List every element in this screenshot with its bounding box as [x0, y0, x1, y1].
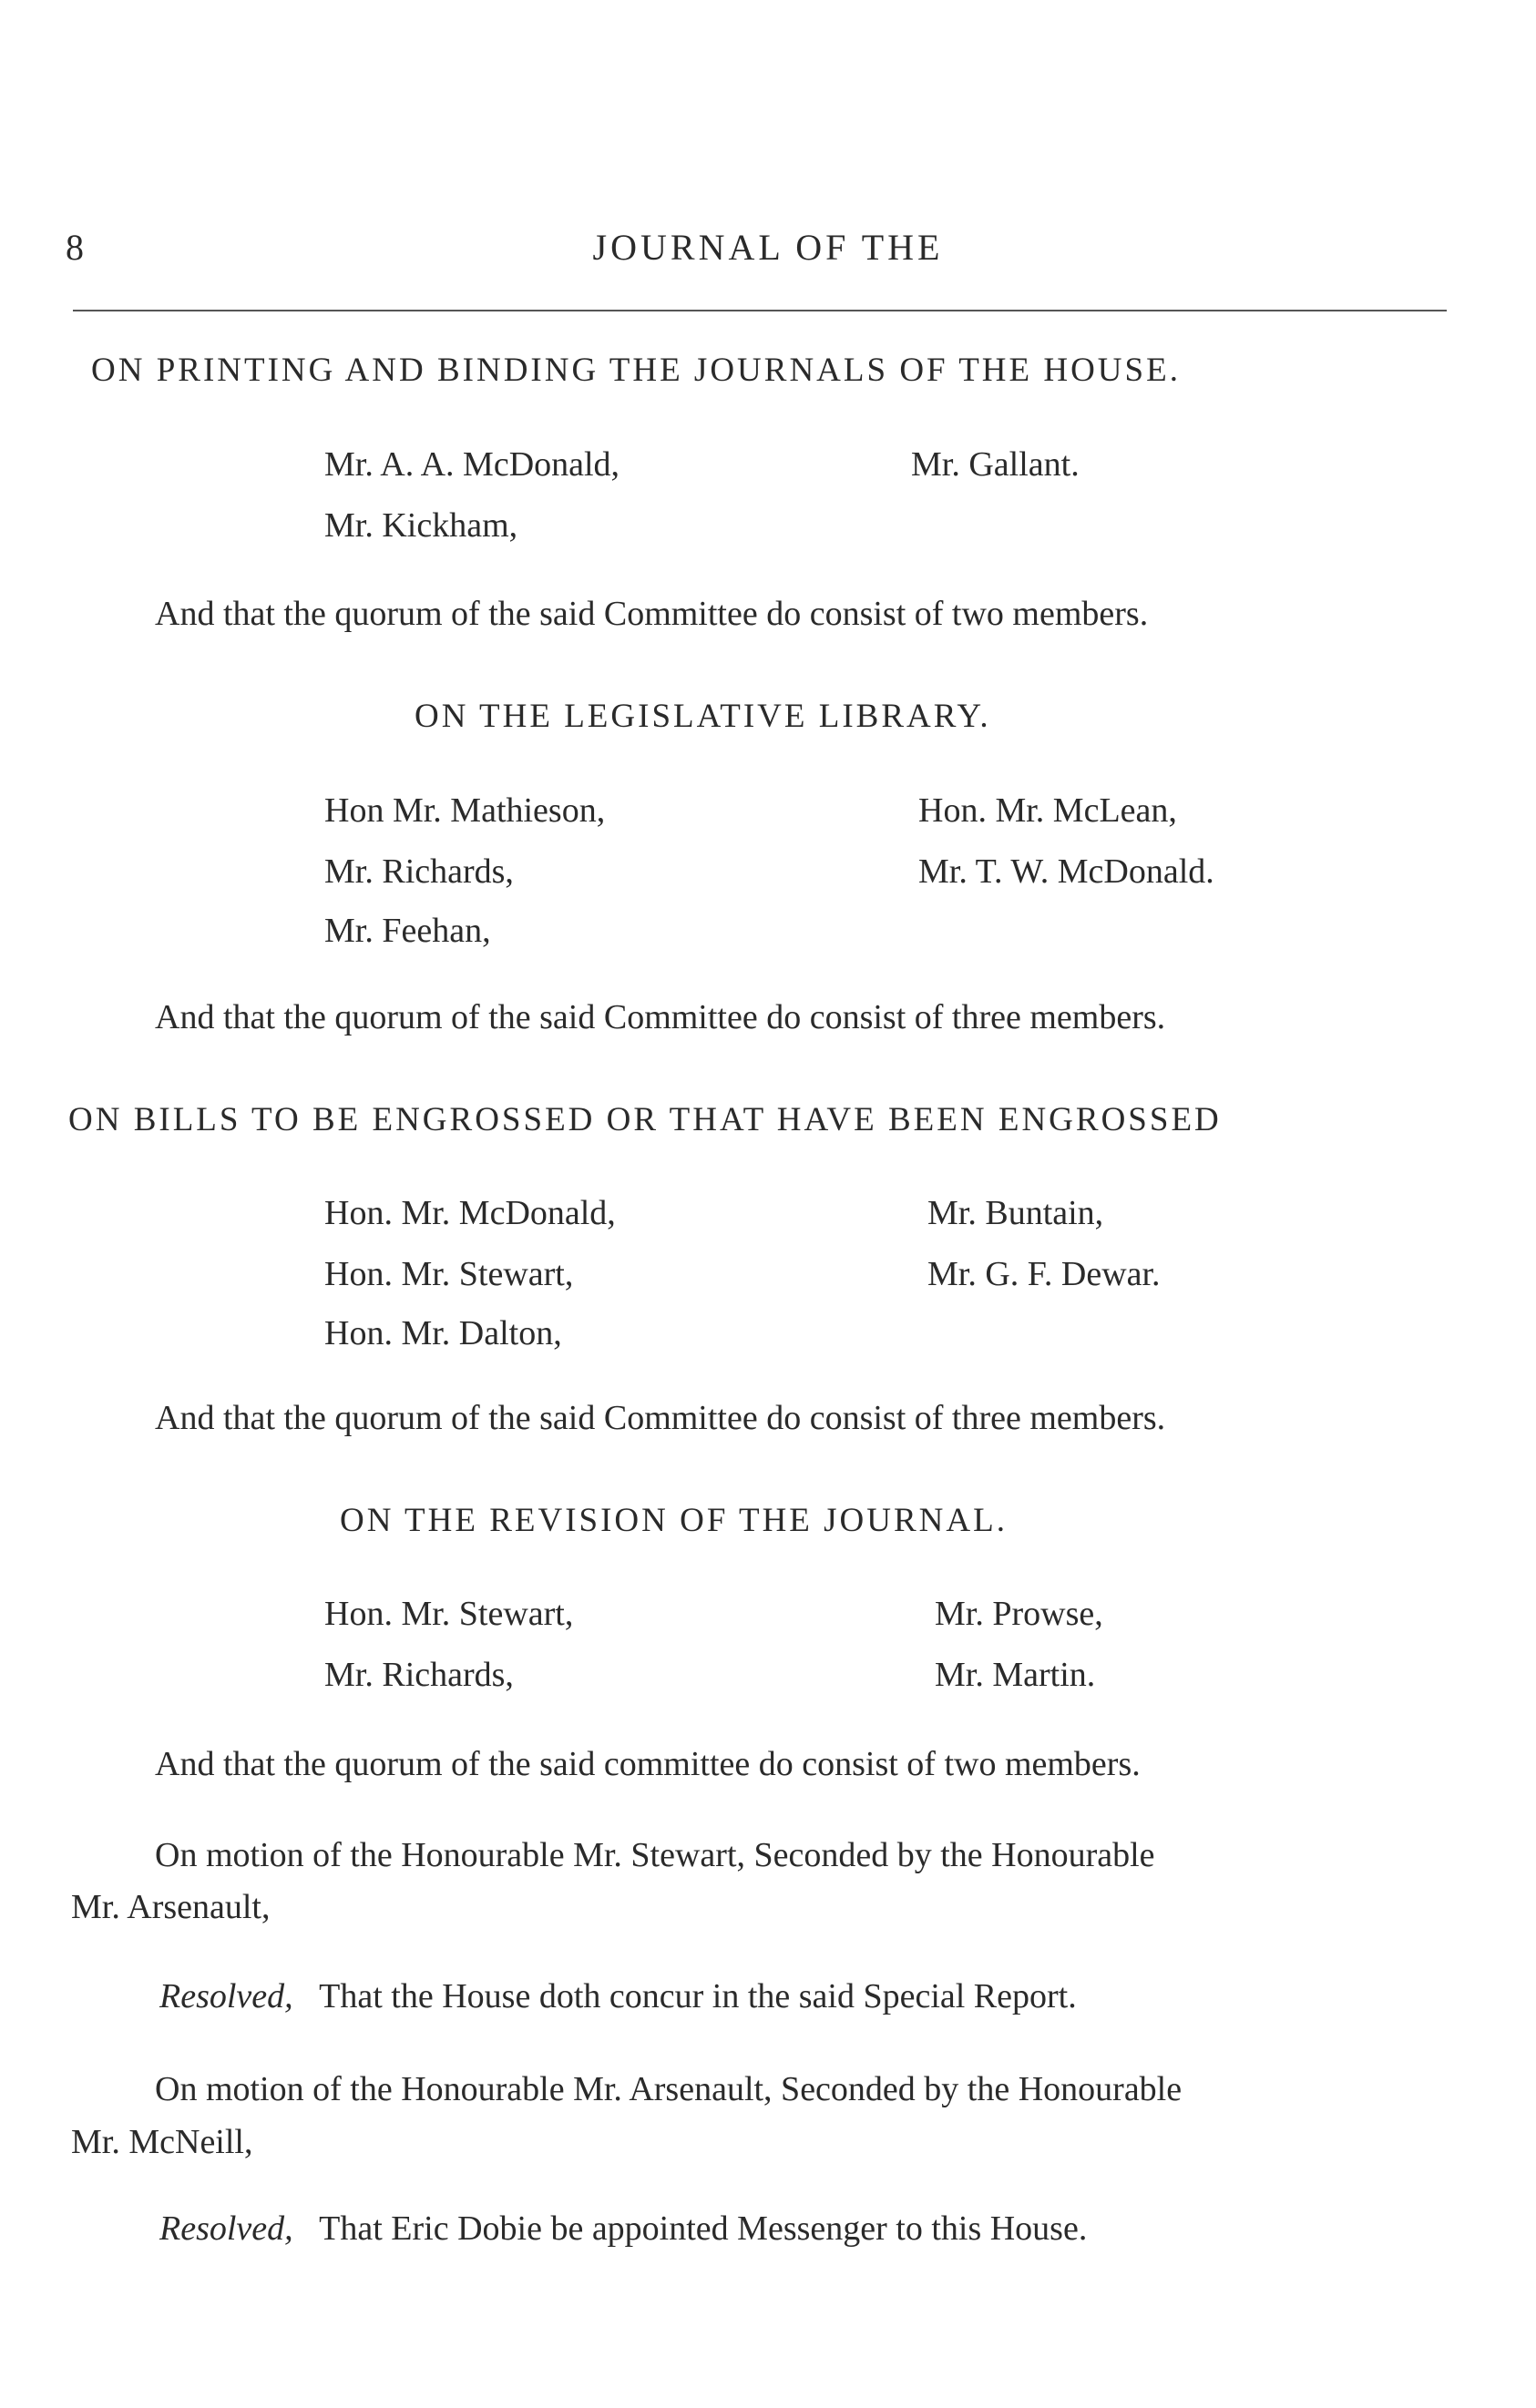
resolved-paragraph — [159, 1976, 1077, 2016]
quorum-note: And that the quorum of the said Committee do consist of two members. — [155, 595, 1149, 633]
member-name: Mr. Buntain, — [927, 1194, 1104, 1232]
member-name: Mr. Richards, — [324, 1656, 514, 1694]
member-name: Hon. Mr. Dalton, — [324, 1314, 562, 1352]
member-name: Mr. G. F. Dewar. — [927, 1255, 1161, 1293]
motion-line: On motion of the Honourable Mr. Arsenault, Seconded by the Honourable — [155, 2070, 1183, 2108]
member-name: Mr. T. W. McDonald. — [918, 852, 1214, 891]
member-name: Mr. Richards, — [324, 852, 514, 891]
running-header: JOURNAL OF THE — [592, 227, 944, 268]
resolved-label: Resolved, — [159, 1977, 293, 2015]
member-name: Mr. Prowse, — [935, 1595, 1103, 1633]
section-heading-library: ON THE LEGISLATIVE LIBRARY. — [415, 698, 991, 735]
section-heading-revision: ON THE REVISION OF THE JOURNAL. — [340, 1502, 1008, 1539]
motion-line: Mr. McNeill, — [71, 2123, 253, 2161]
member-name: Mr. Martin. — [935, 1656, 1096, 1694]
resolved-paragraph — [159, 2209, 1087, 2249]
member-name: Mr. Gallant. — [911, 445, 1080, 484]
section-heading-bills: ON BILLS TO BE ENGROSSED OR THAT HAVE BEEN ENGROSSED — [68, 1101, 1222, 1138]
member-name: Hon. Mr. McDonald, — [324, 1194, 616, 1232]
member-name: Mr. Kickham, — [324, 506, 518, 545]
motion-line: Mr. Arsenault, — [71, 1888, 271, 1926]
header-rule — [73, 310, 1447, 311]
resolved-label: Resolved, — [159, 2209, 293, 2248]
member-name: Mr. A. A. McDonald, — [324, 445, 620, 484]
motion-line: On motion of the Honourable Mr. Stewart, Seconded by the Honourable — [155, 1836, 1155, 1874]
member-name: Hon. Mr. Stewart, — [324, 1255, 574, 1293]
page-number: 8 — [66, 227, 84, 268]
member-name: Mr. Feehan, — [324, 912, 491, 950]
quorum-note: And that the quorum of the said Committee do consist of three members. — [155, 1399, 1166, 1437]
member-name: Hon. Mr. McLean, — [918, 791, 1177, 830]
section-heading-printing: ON PRINTING AND BINDING THE JOURNALS OF THE HOUSE. — [91, 352, 1181, 389]
resolved-text: That the House doth concur in the said Special Report. — [319, 1977, 1077, 2015]
member-name: Hon Mr. Mathieson, — [324, 791, 606, 830]
quorum-note: And that the quorum of the said committee do consist of two members. — [155, 1745, 1141, 1783]
member-name: Hon. Mr. Stewart, — [324, 1595, 574, 1633]
resolved-text: That Eric Dobie be appointed Messenger to this House. — [319, 2209, 1088, 2248]
quorum-note: And that the quorum of the said Committee do consist of three members. — [155, 998, 1166, 1036]
